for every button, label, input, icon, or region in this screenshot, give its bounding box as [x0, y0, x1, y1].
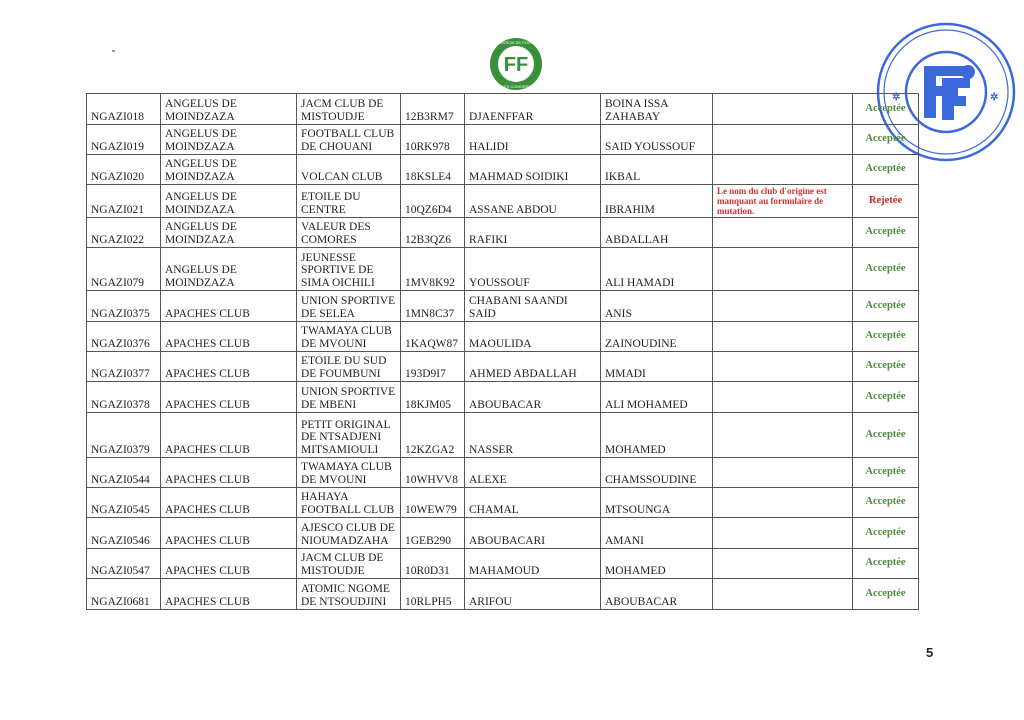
origin-club-cell: UNION SPORTIVE DE MBENI [297, 382, 401, 413]
svg-text:✲: ✲ [990, 92, 999, 103]
status-cell: Acceptée [853, 352, 919, 382]
status-cell: Acceptée [853, 322, 919, 352]
club-cell: ANGELUS DE MOINDZAZA [161, 94, 297, 125]
status-cell: Acceptée [853, 94, 919, 125]
license-cell: 1GEB290 [401, 518, 465, 549]
firstname-cell: ALI HAMADI [601, 248, 713, 291]
remark-cell [713, 413, 853, 458]
name-cell: NASSER [465, 413, 601, 458]
svg-text:FEDERATION DE FOOTBALL: FEDERATION DE FOOTBALL [488, 40, 544, 45]
origin-club-cell: FOOTBALL CLUB DE CHOUANI [297, 125, 401, 155]
license-cell: 12B3RM7 [401, 94, 465, 125]
club-cell: APACHES CLUB [161, 382, 297, 413]
status-cell: Acceptée [853, 248, 919, 291]
firstname-cell: ABDALLAH [601, 218, 713, 248]
name-cell: RAFIKI [465, 218, 601, 248]
player-id-cell: NGAZI0547 [87, 549, 161, 579]
license-cell: 10QZ6D4 [401, 185, 465, 218]
player-id-cell: NGAZI0379 [87, 413, 161, 458]
club-cell: ANGELUS DE MOINDZAZA [161, 218, 297, 248]
name-cell: ABOUBACAR [465, 382, 601, 413]
firstname-cell: AMANI [601, 518, 713, 549]
remark-cell [713, 322, 853, 352]
name-cell: DJAENFFAR [465, 94, 601, 125]
svg-text:✲: ✲ [892, 92, 901, 103]
origin-club-cell: VOLCAN CLUB [297, 155, 401, 185]
remark-cell [713, 382, 853, 413]
table-row [87, 322, 919, 352]
license-cell: 10RK978 [401, 125, 465, 155]
status-cell: Rejetée [853, 185, 919, 218]
club-cell: ANGELUS DE MOINDZAZA [161, 185, 297, 218]
player-id-cell: NGAZI079 [87, 248, 161, 291]
scan-speck [112, 50, 115, 52]
player-id-cell: NGAZI0378 [87, 382, 161, 413]
remark-cell [713, 352, 853, 382]
table-row [87, 518, 919, 549]
remark-cell [713, 218, 853, 248]
firstname-cell: IKBAL [601, 155, 713, 185]
table-row [87, 458, 919, 488]
license-cell: 1KAQW87 [401, 322, 465, 352]
origin-club-cell: UNION SPORTIVE DE SELEA [297, 291, 401, 322]
firstname-cell: MOHAMED [601, 549, 713, 579]
table-row [87, 291, 919, 322]
firstname-cell: ABOUBACAR [601, 579, 713, 610]
origin-club-cell: JACM CLUB DE MISTOUDJE [297, 549, 401, 579]
firstname-cell: ZAINOUDINE [601, 322, 713, 352]
name-cell: MAOULIDA [465, 322, 601, 352]
firstname-cell: MMADI [601, 352, 713, 382]
federation-logo-icon [488, 36, 544, 92]
status-cell: Acceptée [853, 518, 919, 549]
player-id-cell: NGAZI0546 [87, 518, 161, 549]
origin-club-cell: TWAMAYA CLUB DE MVOUNI [297, 322, 401, 352]
name-cell: HALIDI [465, 125, 601, 155]
name-cell: ALEXE [465, 458, 601, 488]
club-cell: APACHES CLUB [161, 518, 297, 549]
license-cell: 10RLPH5 [401, 579, 465, 610]
player-id-cell: NGAZI021 [87, 185, 161, 218]
registration-table [86, 93, 919, 610]
status-cell: Acceptée [853, 413, 919, 458]
firstname-cell: CHAMSSOUDINE [601, 458, 713, 488]
remark-cell [713, 518, 853, 549]
name-cell: MAHAMOUD [465, 549, 601, 579]
remark-cell [713, 579, 853, 610]
origin-club-cell: PETIT ORIGINAL DE NTSADJENI MITSAMIOULI [297, 413, 401, 458]
player-id-cell: NGAZI020 [87, 155, 161, 185]
remark-cell [713, 125, 853, 155]
firstname-cell: SAID YOUSSOUF [601, 125, 713, 155]
table-row [87, 579, 919, 610]
table-row [87, 382, 919, 413]
name-cell: ABOUBACARI [465, 518, 601, 549]
origin-club-cell: JEUNESSE SPORTIVE DE SIMA OICHILI [297, 248, 401, 291]
firstname-cell: ALI MOHAMED [601, 382, 713, 413]
table-row [87, 352, 919, 382]
remark-cell [713, 155, 853, 185]
table-row [87, 549, 919, 579]
table-row [87, 413, 919, 458]
player-id-cell: NGAZI019 [87, 125, 161, 155]
club-cell: APACHES CLUB [161, 322, 297, 352]
player-id-cell: NGAZI0376 [87, 322, 161, 352]
origin-club-cell: JACM CLUB DE MISTOUDJE [297, 94, 401, 125]
club-cell: APACHES CLUB [161, 413, 297, 458]
svg-text:DES COMORES: DES COMORES [500, 84, 532, 89]
table-row [87, 125, 919, 155]
club-cell: APACHES CLUB [161, 549, 297, 579]
club-cell: APACHES CLUB [161, 579, 297, 610]
origin-club-cell: AJESCO CLUB DE NIOUMADZAHA [297, 518, 401, 549]
name-cell: AHMED ABDALLAH [465, 352, 601, 382]
player-id-cell: NGAZI0375 [87, 291, 161, 322]
table-row [87, 185, 919, 218]
status-cell: Acceptée [853, 125, 919, 155]
player-id-cell: NGAZI0545 [87, 488, 161, 518]
player-id-cell: NGAZI018 [87, 94, 161, 125]
name-cell: YOUSSOUF [465, 248, 601, 291]
license-cell: 18KSLE4 [401, 155, 465, 185]
status-cell: Acceptée [853, 458, 919, 488]
club-cell: ANGELUS DE MOINDZAZA [161, 248, 297, 291]
remark-cell [713, 291, 853, 322]
firstname-cell: MOHAMED [601, 413, 713, 458]
origin-club-cell: ATOMIC NGOME DE NTSOUDJINI [297, 579, 401, 610]
player-id-cell: NGAZI0681 [87, 579, 161, 610]
name-cell: CHAMAL [465, 488, 601, 518]
status-cell: Acceptée [853, 579, 919, 610]
player-id-cell: NGAZI0544 [87, 458, 161, 488]
license-cell: 10WHVV8 [401, 458, 465, 488]
player-id-cell: NGAZI022 [87, 218, 161, 248]
license-cell: 193D9I7 [401, 352, 465, 382]
status-cell: Acceptée [853, 291, 919, 322]
club-cell: ANGELUS DE MOINDZAZA [161, 125, 297, 155]
page-number: 5 [926, 645, 934, 660]
remark-cell [713, 248, 853, 291]
table-row [87, 155, 919, 185]
status-cell: Acceptée [853, 218, 919, 248]
firstname-cell: ANIS [601, 291, 713, 322]
license-cell: 10R0D31 [401, 549, 465, 579]
name-cell: MAHMAD SOIDIKI [465, 155, 601, 185]
status-cell: Acceptée [853, 382, 919, 413]
license-cell: 1MV8K92 [401, 248, 465, 291]
origin-club-cell: HAHAYA FOOTBALL CLUB [297, 488, 401, 518]
club-cell: APACHES CLUB [161, 488, 297, 518]
remark-cell: Le nom du club d'origine est manquant au formulaire de mutation. [713, 185, 853, 218]
name-cell: CHABANI SAANDI SAID [465, 291, 601, 322]
club-cell: APACHES CLUB [161, 458, 297, 488]
status-cell: Acceptée [853, 488, 919, 518]
status-cell: Acceptée [853, 155, 919, 185]
origin-club-cell: TWAMAYA CLUB DE MVOUNI [297, 458, 401, 488]
firstname-cell: MTSOUNGA [601, 488, 713, 518]
license-cell: 18KJM05 [401, 382, 465, 413]
license-cell: 12KZGA2 [401, 413, 465, 458]
club-cell: APACHES CLUB [161, 352, 297, 382]
status-cell: Acceptée [853, 549, 919, 579]
name-cell: ASSANE ABDOU [465, 185, 601, 218]
license-cell: 1MN8C37 [401, 291, 465, 322]
table-row [87, 248, 919, 291]
remark-cell [713, 94, 853, 125]
firstname-cell: BOINA ISSA ZAHABAY [601, 94, 713, 125]
club-cell: APACHES CLUB [161, 291, 297, 322]
origin-club-cell: ETOILE DU SUD DE FOUMBUNI [297, 352, 401, 382]
table-row [87, 218, 919, 248]
origin-club-cell: VALEUR DES COMORES [297, 218, 401, 248]
firstname-cell: IBRAHIM [601, 185, 713, 218]
license-cell: 12B3QZ6 [401, 218, 465, 248]
remark-cell [713, 549, 853, 579]
table-row [87, 94, 919, 125]
svg-text:FF: FF [503, 54, 529, 76]
remark-cell [713, 488, 853, 518]
name-cell: ARIFOU [465, 579, 601, 610]
player-id-cell: NGAZI0377 [87, 352, 161, 382]
club-cell: ANGELUS DE MOINDZAZA [161, 155, 297, 185]
remark-cell [713, 458, 853, 488]
table-row [87, 488, 919, 518]
license-cell: 10WEW79 [401, 488, 465, 518]
origin-club-cell: ETOILE DU CENTRE [297, 185, 401, 218]
